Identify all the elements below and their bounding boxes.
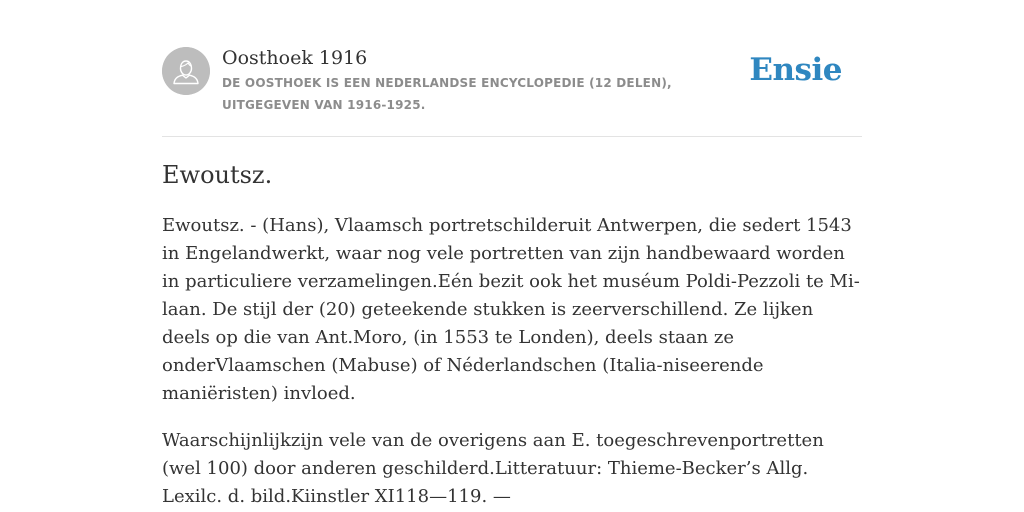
user-silhouette-icon [162,47,210,95]
article-paragraph: Waarschijnlijkzijn vele van de overigens aan E. toegeschrevenportretten (wel 100) door anderen geschilderd.Litteratuur: Thieme-Becker’s Allg. Lexilc. d. bild.Kiinstler XI118—119. — [162,430,824,507]
avatar[interactable] [162,47,210,95]
source-description: DE OOSTHOEK IS EEN NEDERLANDSE ENCYCLOPEDIE (12 DELEN), UITGEGEVEN VAN 1916-1925. [222,76,672,112]
ensie-logo-link[interactable]: Ensie [749,52,842,88]
source-header [162,44,862,137]
source-name[interactable]: Oosthoek 1916 [222,47,368,69]
article-body [162,212,862,512]
article-title: Ewoutsz. [162,161,273,189]
article-paragraph: Ewoutsz. - (Hans), Vlaamsch portretschilderuit Antwerpen, die sedert 1543 in Engelandwerkt, waar nog vele portretten van zijn handbewaard worden in particuliere verzamelingen.Eén bezit ook het muséum Poldi-Pezzoli te Mi-laan. De stijl der (20) geteekende stukken is zeerverschillend. Ze lijken deels op die van Ant.Moro, (in 1553 te Londen), deels staan ze onderVlaamschen (Mabuse) of Néderlandschen (Italia-niseerende maniëristen) invloed. [162,215,860,404]
